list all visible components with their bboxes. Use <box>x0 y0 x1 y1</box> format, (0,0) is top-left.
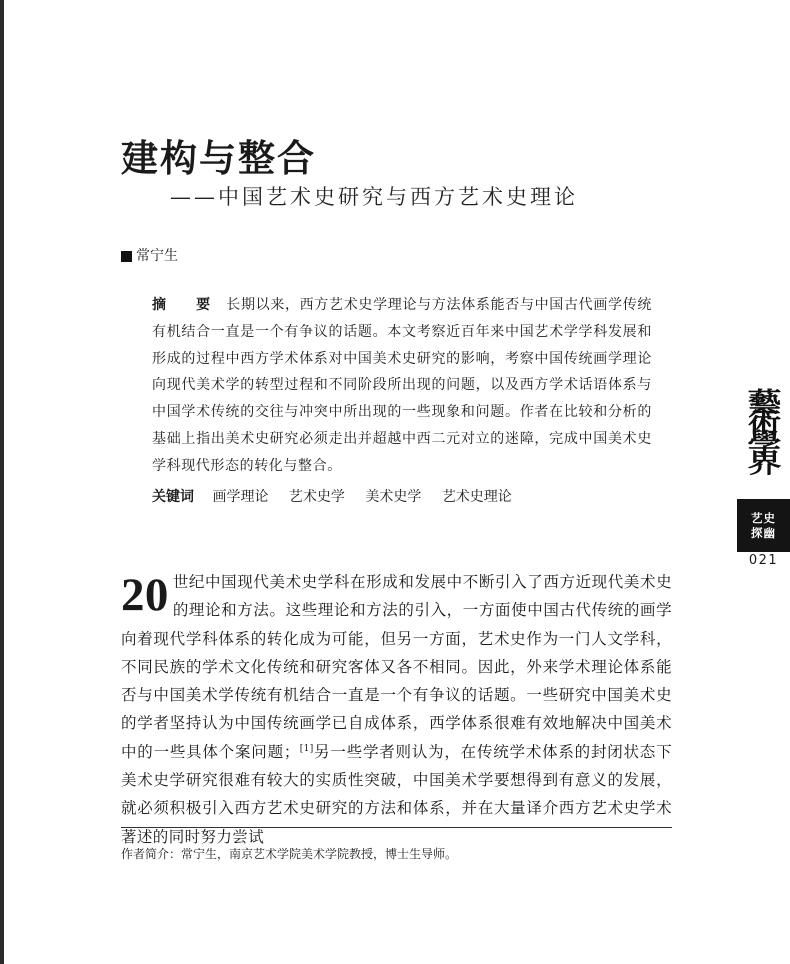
author-footnote: 作者简介：常宁生，南京艺术学院美术学院教授，博士生导师。 <box>121 847 458 861</box>
body-text-part1: 世纪中国现代美术史学科在形成和发展中不断引入了西方近现代美术史的理论和方法。这些理论和方法的引入，一方面使中国古代传统的画学向着现代学科体系的转化成为可能，但另一方面，艺术史作为一门人文学科，不同民族的学术文化传统和研究客体又各不相同。因此，外来学术理论体系能否与中国美术学传统有机结合一直是一个有争议的话题。一些研究中国美术史的学者坚持认为中国传统画学已自成体系，西学体系很难有效地解决中国美术中的一些具体个案问题； <box>121 573 672 761</box>
keyword-item: 艺术史理论 <box>441 489 512 505</box>
keywords-label: 关键词 <box>152 489 194 505</box>
body-paragraph <box>121 568 672 851</box>
reference-marker: [1] <box>299 743 314 754</box>
page-edge-rule <box>0 0 4 964</box>
journal-sidebar <box>737 387 790 568</box>
drop-cap: 20 <box>121 569 169 621</box>
abstract <box>152 292 652 480</box>
abstract-text: 长期以来，西方艺术史学理论与方法体系能否与中国古代画学传统有机结合一直是一个有争议的话题。本文考察近百年来中国艺术学学科发展和形成的过程中西方学术体系对中国美术史研究的影响，考察中国传统画学理论向现代美术学的转型过程和不同阶段所出现的问题，以及西方学术话语体系与中国学术传统的交往与冲突中所出现的一些现象和问题。作者在比较和分析的基础上指出美术史研究必须走出并超越中西二元对立的迷障，完成中国美术史学科现代形态的转化与整合。 <box>152 297 653 474</box>
page-number: 021 <box>748 553 779 568</box>
section-label-line2: 探幽 <box>751 525 776 540</box>
journal-calligraphy-logo: 藝術學界 <box>747 387 780 480</box>
author-name: 常宁生 <box>136 248 178 264</box>
article-title: 建构与整合 <box>121 136 316 180</box>
body-text-part2: 另一些学者则认为，在传统学术体系的封闭状态下美术史学研究很难有较大的实质性突破，中国美术学要想得到有意义的发展，就必须积极引入西方艺术史研究的方法和体系，并在大量译介西方艺术史学术著述的同时努力尝试 <box>121 742 672 846</box>
keyword-item: 美术史学 <box>365 489 422 505</box>
abstract-label: 摘 要 <box>152 297 219 313</box>
keyword-item: 艺术史学 <box>288 489 345 505</box>
author-line <box>121 246 178 266</box>
section-badge <box>737 499 790 552</box>
keywords <box>152 486 528 508</box>
section-label-line1: 艺史 <box>751 510 776 525</box>
keyword-item: 画学理论 <box>212 489 269 505</box>
footnote-divider <box>121 827 672 828</box>
square-bullet-icon <box>121 251 132 262</box>
article-subtitle: ——中国艺术史研究与西方艺术史理论 <box>170 185 578 209</box>
